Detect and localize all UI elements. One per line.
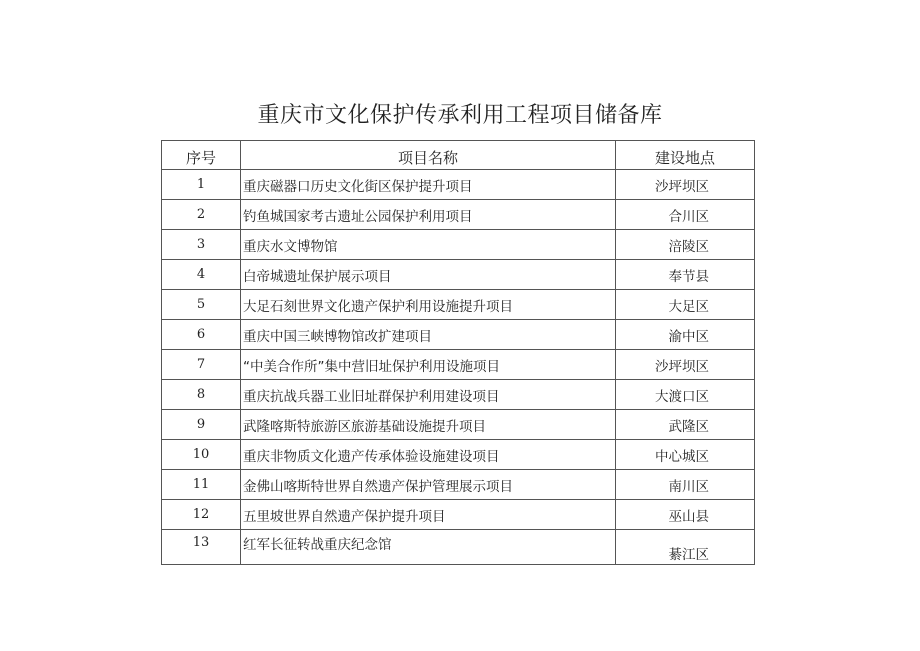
row-project-name: 五里坡世界自然遗产保护提升项目 [241,500,616,530]
row-location: 渝中区 [616,320,755,350]
table-row [162,170,755,200]
row-project-name: 重庆抗战兵器工业旧址群保护利用建设项目 [241,380,616,410]
table-row [162,530,755,565]
table-row [162,260,755,290]
row-location: 南川区 [616,470,755,500]
document-title: 重庆市文化保护传承利用工程项目储备库 [257,103,663,128]
row-index: 12 [162,500,241,530]
row-location: 巫山县 [616,500,755,530]
row-index: 1 [162,170,241,200]
table-row [162,440,755,470]
row-index: 2 [162,200,241,230]
row-index: 13 [162,530,241,565]
header-location: 建设地点 [616,141,755,170]
table-row [162,200,755,230]
row-project-name: 钓鱼城国家考古遗址公园保护利用项目 [241,200,616,230]
row-location: 大足区 [616,290,755,320]
row-location: 沙坪坝区 [616,350,755,380]
row-location: 合川区 [616,200,755,230]
row-location: 奉节县 [616,260,755,290]
row-project-name: 重庆中国三峡博物馆改扩建项目 [241,320,616,350]
row-project-name: 金佛山喀斯特世界自然遗产保护管理展示项目 [241,470,616,500]
row-project-name: 武隆喀斯特旅游区旅游基础设施提升项目 [241,410,616,440]
row-project-name: 大足石刻世界文化遗产保护利用设施提升项目 [241,290,616,320]
row-index: 8 [162,380,241,410]
table-row [162,230,755,260]
row-project-name: 红军长征转战重庆纪念馆 [241,530,616,565]
row-project-name: 重庆水文博物馆 [241,230,616,260]
header-index: 序号 [162,141,241,170]
row-index: 6 [162,320,241,350]
row-location: 綦江区 [616,530,755,565]
row-location: 中心城区 [616,440,755,470]
table-row [162,500,755,530]
row-project-name: 白帝城遗址保护展示项目 [241,260,616,290]
table-row [162,380,755,410]
row-index: 4 [162,260,241,290]
project-table [161,140,755,565]
row-location: 大渡口区 [616,380,755,410]
table-row [162,470,755,500]
table-row [162,320,755,350]
row-index: 5 [162,290,241,320]
row-index: 3 [162,230,241,260]
row-location: 沙坪坝区 [616,170,755,200]
row-project-name: 重庆非物质文化遗产传承体验设施建设项目 [241,440,616,470]
table-header-row [162,141,755,170]
table-row [162,350,755,380]
row-location: 涪陵区 [616,230,755,260]
row-index: 10 [162,440,241,470]
row-location: 武隆区 [616,410,755,440]
table-row [162,410,755,440]
table-row [162,290,755,320]
row-index: 7 [162,350,241,380]
row-project-name: 重庆磁器口历史文化街区保护提升项目 [241,170,616,200]
header-name: 项目名称 [241,141,616,170]
row-index: 9 [162,410,241,440]
row-project-name: “中美合作所”集中营旧址保护利用设施项目 [241,350,616,380]
row-index: 11 [162,470,241,500]
